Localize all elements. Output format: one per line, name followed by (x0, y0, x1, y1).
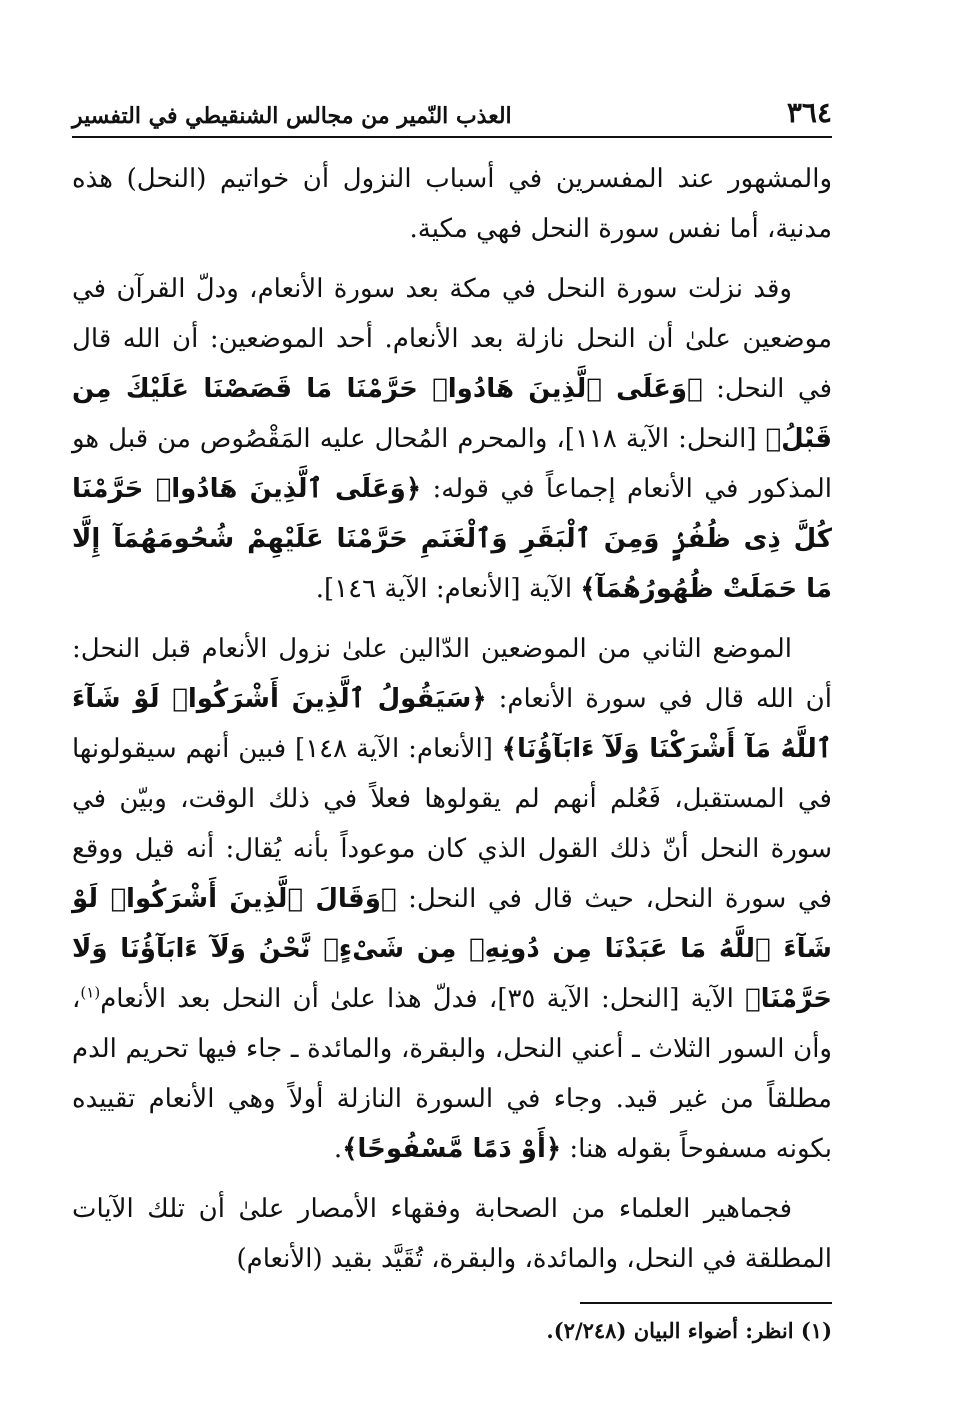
paragraph-2-text-a: وقد نزلت سورة النحل في مكة بعد سورة الأنعام، ودلّ القرآن في موضعين علىٰ أن النحل نازلة بعد الأنعام. أحد الموضعين: أن الله قال في النحل: (72, 273, 832, 404)
footnotes (72, 1316, 832, 1345)
footnote-separator (580, 1302, 832, 1304)
main-text (72, 154, 832, 1284)
quran-verse-anam-145: ﴿أَوْ دَمًا مَّسْفُوحًا﴾ (342, 1133, 562, 1164)
paragraph-3 (72, 624, 832, 1174)
footnote-reference[interactable]: (١) (80, 982, 101, 1001)
paragraph-1-text: والمشهور عند المفسرين في أسباب النزول أن خواتيم (النحل) هذه مدنية، أما نفس سورة النحل فهي مكية. (72, 163, 832, 244)
book-title: العذب النّمير من مجالس الشنقيطي في التفسير (72, 103, 512, 130)
page-number: ٣٦٤ (786, 96, 832, 129)
footnote-1: (١) انظر: أضواء البيان (٢/٢٤٨). (546, 1318, 832, 1343)
paragraph-2-text-b: [النحل: الآية ١١٨]، والمحرم المُحال عليه المَقْصُوص من قبل هو المذكور في الأنعام إجماعاً في قوله: (72, 423, 832, 504)
paragraph-3-text-c: الآية [النحل: الآية ٣٥]، فدلّ هذا علىٰ أن النحل بعد الأنعام (100, 983, 745, 1014)
paragraph-1 (72, 154, 832, 254)
quran-verse-anam-146: ﴿وَعَلَى ٱلَّذِينَ هَادُوا۟ حَرَّمْنَا كُلَّ ذِى ظُفُرٍۢ وَمِنَ ٱلْبَقَرِ وَٱلْغَنَمِ حَرَّمْنَا عَلَيْهِمْ شُحُومَهُمَآ إِلَّا مَا حَمَلَتْ ظُهُورُهُمَآ﴾ (72, 473, 832, 604)
paragraph-3-text-a: الموضع الثاني من الموضعين الدّالين علىٰ نزول الأنعام قبل النحل: أن الله قال في سورة الأنعام: (72, 633, 832, 714)
paragraph-3-text-d: ، وأن السور الثلاث ـ أعني النحل، والبقرة، والمائدة ـ جاء فيها تحريم الدم مطلقاً من غير قيد. وجاء في السورة النازلة أولاً وهي الأنعام تقييده بكونه مسفوحاً بقوله هنا: (72, 983, 832, 1164)
paragraph-4 (72, 1184, 832, 1284)
paragraph-3-text-b: [الأنعام: الآية ١٤٨] فبين أنهم سيقولونها في المستقبل، فَعُلم أنهم لم يقولوها فعلاً في ذلك الوقت، وبيّن في سورة النحل أنّ ذلك القول الذي كان موعوداً بأنه يُقال: أنه قيل ووقع في سورة النحل، حيث قال في النحل: (72, 733, 833, 914)
running-header (72, 96, 832, 138)
paragraph-2-text-c: الآية [الأنعام: الآية ١٤٦]. (315, 573, 581, 604)
quran-verse-anam-148: ﴿سَيَقُولُ ٱلَّذِينَ أَشْرَكُوا۟ لَوْ شَآءَ ٱللَّهُ مَآ أَشْرَكْنَا وَلَآ ءَابَآؤُنَا﴾ (72, 683, 833, 764)
paragraph-4-text: فجماهير العلماء من الصحابة وفقهاء الأمصار علىٰ أن تلك الآيات المطلقة في النحل، والمائدة، والبقرة، تُقَيَّد بقيد (الأنعام) (72, 1193, 832, 1274)
quran-verse-nahl-118: ﴿وَعَلَى ٱلَّذِينَ هَادُوا۟ حَرَّمْنَا مَا قَصَصْنَا عَلَيْكَ مِن قَبْلُ﴾ (72, 373, 832, 454)
book-page (72, 96, 832, 1294)
paragraph-3-text-e: . (333, 1133, 343, 1164)
quran-verse-nahl-35: ﴿وَقَالَ ٱلَّذِينَ أَشْرَكُوا۟ لَوْ شَآءَ ٱللَّهُ مَا عَبَدْنَا مِن دُونِهِۦ مِن شَىْءٍۢ نَّحْنُ وَلَآ ءَابَآؤُنَا وَلَا حَرَّمْنَا﴾ (72, 883, 832, 1014)
paragraph-2 (72, 264, 832, 614)
